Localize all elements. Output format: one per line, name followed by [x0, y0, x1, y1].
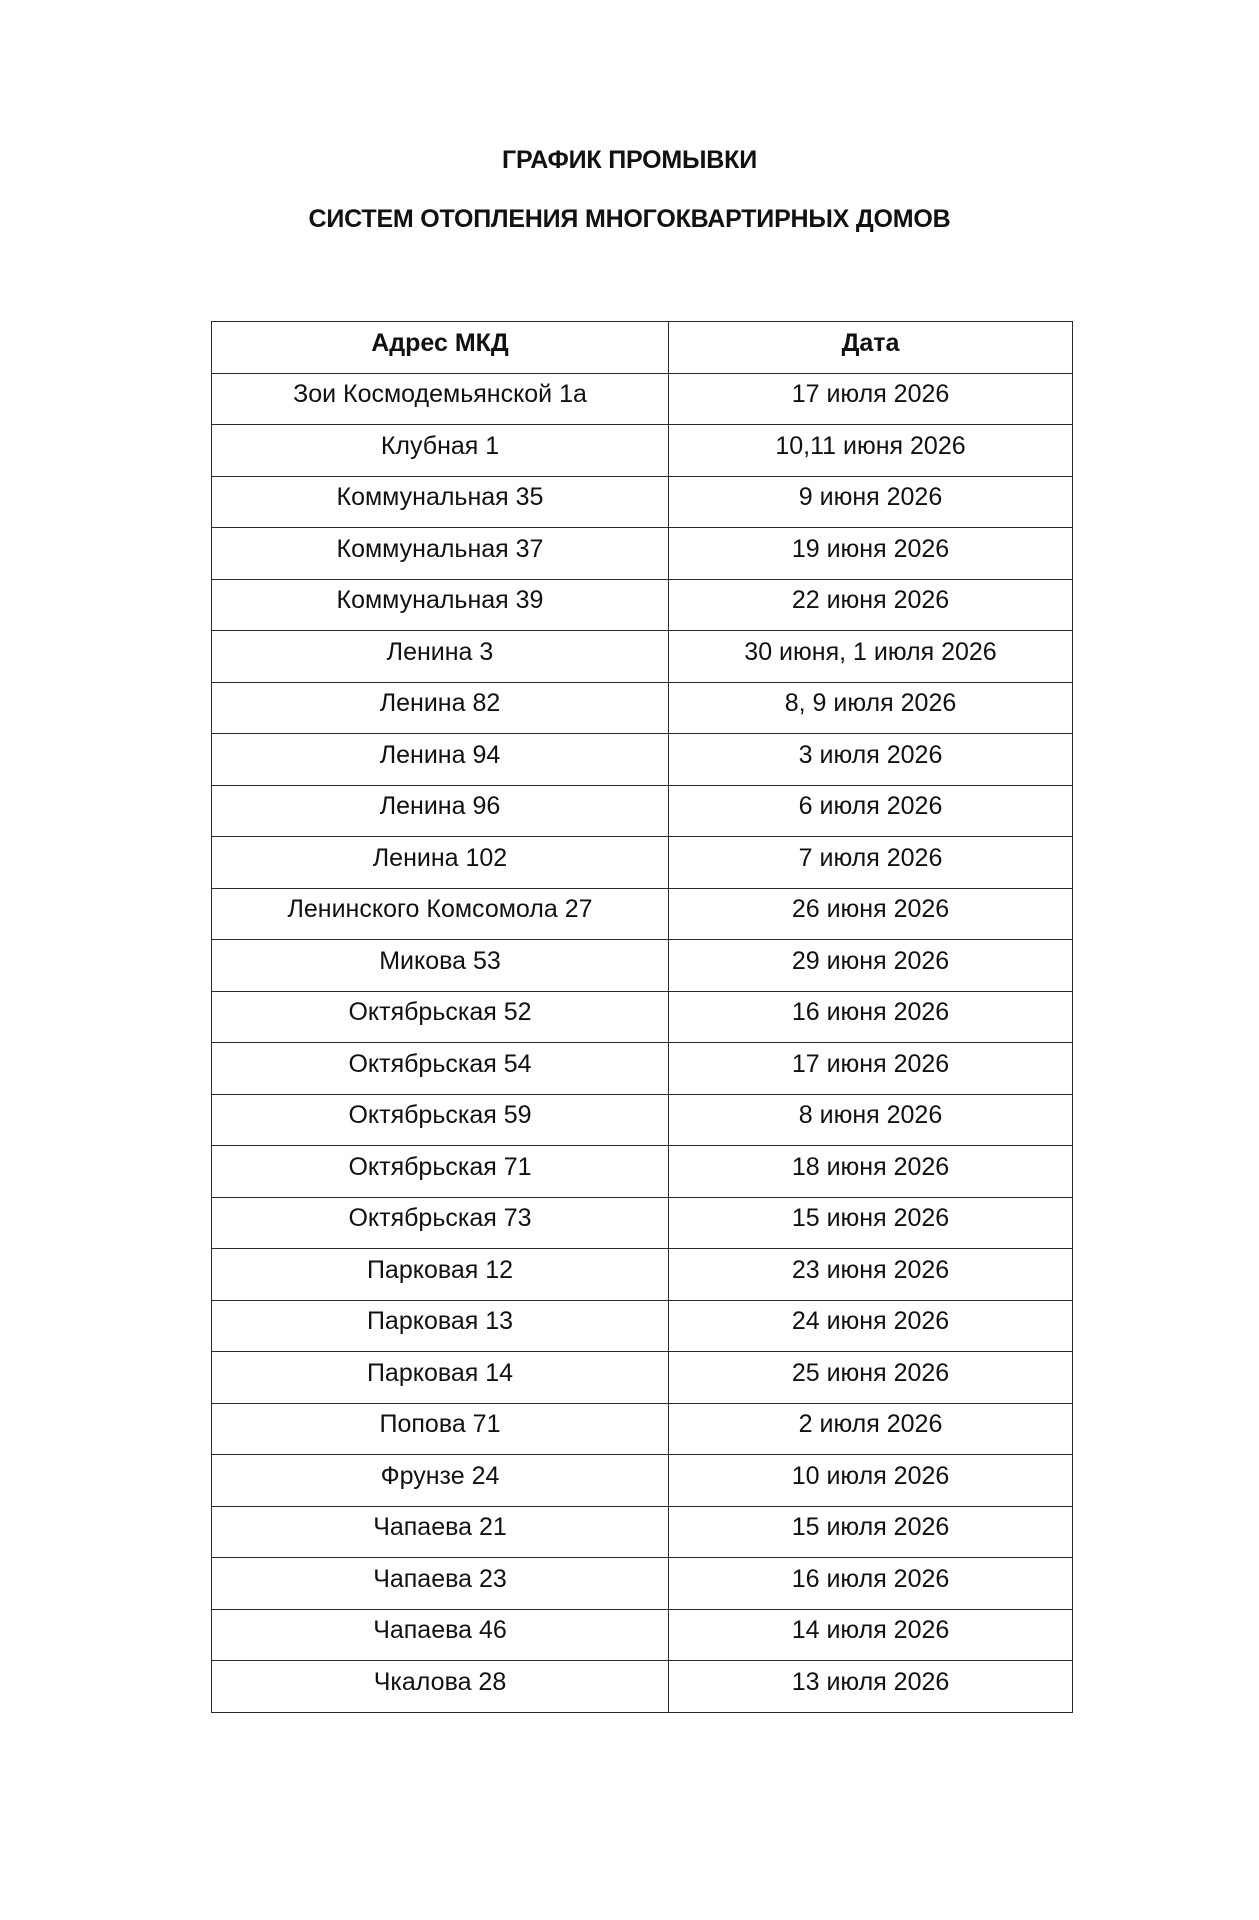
- address-cell: Октябрьская 59: [212, 1094, 669, 1146]
- document-subtitle: СИСТЕМ ОТОПЛЕНИЯ МНОГОКВАРТИРНЫХ ДОМОВ: [308, 205, 951, 233]
- header-address: Адрес МКД: [212, 322, 669, 374]
- address-cell: Ленина 96: [212, 785, 669, 837]
- address-cell: Попова 71: [212, 1403, 669, 1455]
- table-row: [212, 1197, 1073, 1249]
- table-row: [212, 579, 1073, 631]
- date-cell: 24 июня 2026: [669, 1300, 1073, 1352]
- table-body: [212, 373, 1073, 1712]
- address-cell: Ленина 3: [212, 631, 669, 683]
- address-cell: Октябрьская 52: [212, 991, 669, 1043]
- date-cell: 13 июля 2026: [669, 1661, 1073, 1713]
- address-cell: Парковая 12: [212, 1249, 669, 1301]
- table-row: [212, 888, 1073, 940]
- address-cell: Коммунальная 37: [212, 528, 669, 580]
- date-cell: 22 июня 2026: [669, 579, 1073, 631]
- table-row: [212, 425, 1073, 477]
- table-row: [212, 1558, 1073, 1610]
- date-cell: 17 июня 2026: [669, 1043, 1073, 1095]
- table-row: [212, 837, 1073, 889]
- address-cell: Зои Космодемьянской 1а: [212, 373, 669, 425]
- schedule-table: [211, 321, 1073, 1713]
- table-row: [212, 631, 1073, 683]
- table-row: [212, 476, 1073, 528]
- date-cell: 10,11 июня 2026: [669, 425, 1073, 477]
- table-row: [212, 734, 1073, 786]
- date-cell: 15 июля 2026: [669, 1506, 1073, 1558]
- address-cell: Октябрьская 71: [212, 1146, 669, 1198]
- date-cell: 10 июля 2026: [669, 1455, 1073, 1507]
- date-cell: 19 июня 2026: [669, 528, 1073, 580]
- table-row: [212, 1352, 1073, 1404]
- address-cell: Фрунзе 24: [212, 1455, 669, 1507]
- address-cell: Чкалова 28: [212, 1661, 669, 1713]
- address-cell: Чапаева 23: [212, 1558, 669, 1610]
- date-cell: 30 июня, 1 июля 2026: [669, 631, 1073, 683]
- address-cell: Клубная 1: [212, 425, 669, 477]
- document-title: ГРАФИК ПРОМЫВКИ: [502, 146, 757, 174]
- table-row: [212, 1506, 1073, 1558]
- date-cell: 16 июня 2026: [669, 991, 1073, 1043]
- date-cell: 7 июля 2026: [669, 837, 1073, 889]
- table-row: [212, 1403, 1073, 1455]
- date-cell: 8, 9 июля 2026: [669, 682, 1073, 734]
- date-cell: 16 июля 2026: [669, 1558, 1073, 1610]
- address-cell: Октябрьская 54: [212, 1043, 669, 1095]
- header-date: Дата: [669, 322, 1073, 374]
- address-cell: Коммунальная 39: [212, 579, 669, 631]
- date-cell: 6 июля 2026: [669, 785, 1073, 837]
- date-cell: 15 июня 2026: [669, 1197, 1073, 1249]
- table-row: [212, 1609, 1073, 1661]
- table-row: [212, 528, 1073, 580]
- date-cell: 14 июля 2026: [669, 1609, 1073, 1661]
- table-row: [212, 1249, 1073, 1301]
- date-cell: 17 июля 2026: [669, 373, 1073, 425]
- date-cell: 26 июня 2026: [669, 888, 1073, 940]
- date-cell: 3 июля 2026: [669, 734, 1073, 786]
- address-cell: Октябрьская 73: [212, 1197, 669, 1249]
- table-row: [212, 1455, 1073, 1507]
- address-cell: Чапаева 46: [212, 1609, 669, 1661]
- date-cell: 18 июня 2026: [669, 1146, 1073, 1198]
- table-row: [212, 1146, 1073, 1198]
- table-row: [212, 785, 1073, 837]
- table-row: [212, 1300, 1073, 1352]
- table-row: [212, 1043, 1073, 1095]
- date-cell: 23 июня 2026: [669, 1249, 1073, 1301]
- table-row: [212, 1661, 1073, 1713]
- date-cell: 29 июня 2026: [669, 940, 1073, 992]
- address-cell: Ленина 102: [212, 837, 669, 889]
- address-cell: Ленинского Комсомола 27: [212, 888, 669, 940]
- address-cell: Микова 53: [212, 940, 669, 992]
- date-cell: 25 июня 2026: [669, 1352, 1073, 1404]
- date-cell: 2 июля 2026: [669, 1403, 1073, 1455]
- address-cell: Ленина 94: [212, 734, 669, 786]
- table-row: [212, 991, 1073, 1043]
- address-cell: Ленина 82: [212, 682, 669, 734]
- table-row: [212, 1094, 1073, 1146]
- date-cell: 9 июня 2026: [669, 476, 1073, 528]
- address-cell: Парковая 13: [212, 1300, 669, 1352]
- address-cell: Парковая 14: [212, 1352, 669, 1404]
- address-cell: Коммунальная 35: [212, 476, 669, 528]
- address-cell: Чапаева 21: [212, 1506, 669, 1558]
- table-row: [212, 682, 1073, 734]
- table-row: [212, 373, 1073, 425]
- table-header-row: [212, 322, 1073, 374]
- table-row: [212, 940, 1073, 992]
- date-cell: 8 июня 2026: [669, 1094, 1073, 1146]
